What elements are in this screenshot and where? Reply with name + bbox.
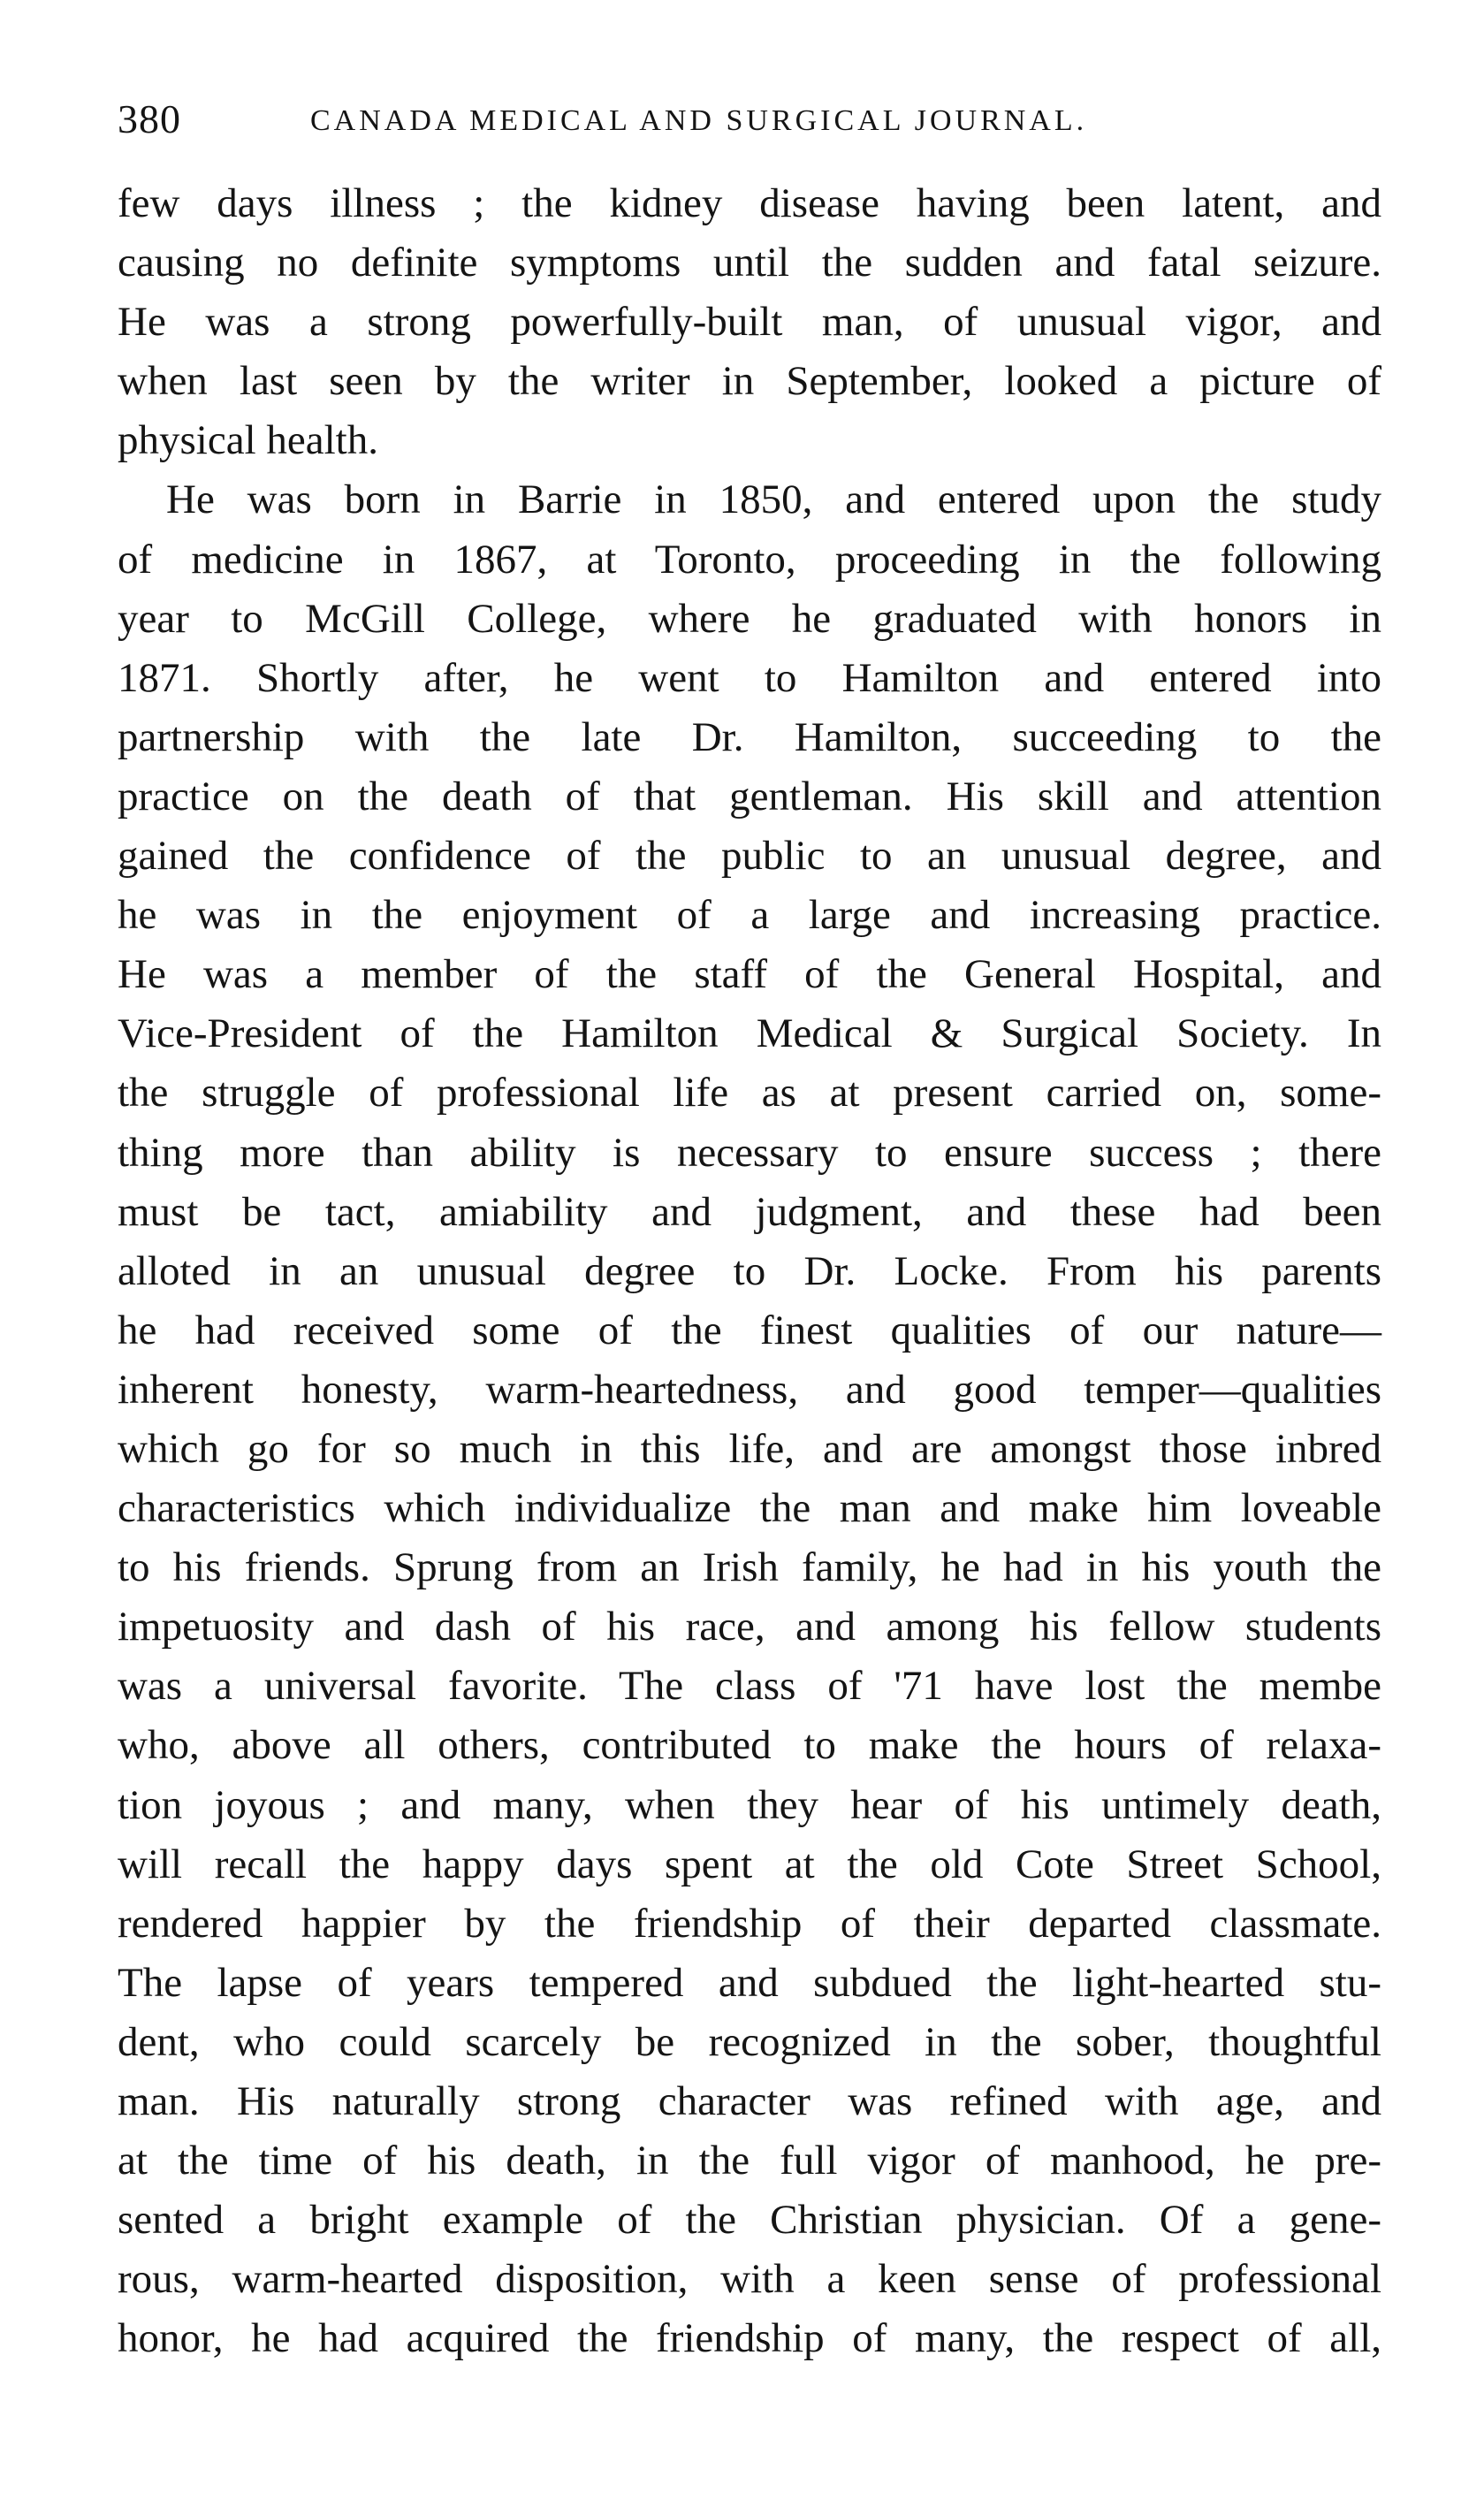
text-line: He was a member of the staff of the General Hospital, and [118, 951, 1381, 998]
text-line: physical health. [118, 417, 378, 464]
text-line: at the time of his death, in the full vigor of manhood, he pre- [118, 2138, 1381, 2184]
text-line: gained the confidence of the public to an unusual degree, and [118, 833, 1381, 880]
text-line: who, above all others, contributed to make the hours of relaxa- [118, 1722, 1381, 1769]
text-line: sented a bright example of the Christian physician. Of a gene- [118, 2197, 1381, 2244]
text-line: man. His naturally strong character was refined with age, and [118, 2078, 1381, 2124]
running-head [118, 88, 1381, 150]
text-line: tion joyous ; and many, when they hear of his untimely death, [118, 1781, 1381, 1828]
text-line: of medicine in 1867, at Toronto, proceeding in the following [118, 536, 1381, 583]
text-line: which go for so much in this life, and are amongst those inbred [118, 1425, 1381, 1472]
text-line: when last seen by the writer in September, looked a picture of [118, 358, 1381, 405]
text-line: 1871. Shortly after, he went to Hamilton and entered into [118, 654, 1381, 701]
text-line: causing no definite symptoms until the sudden and fatal seizure. [118, 240, 1381, 286]
text-line: inherent honesty, warm-heartedness, and good temper—qualities [118, 1366, 1381, 1413]
text-line: thing more than ability is necessary to ensure success ; there [118, 1129, 1381, 1176]
text-line: rendered happier by the friendship of their departed classmate. [118, 1900, 1381, 1947]
text-line: Vice-President of the Hamilton Medical & Surgical Society. In [118, 1010, 1381, 1057]
text-line: alloted in an unusual degree to Dr. Locke. From his parents [118, 1247, 1381, 1294]
text-line: practice on the death of that gentleman. His skill and attention [118, 773, 1381, 819]
text-line: rous, warm-hearted disposition, with a keen sense of professional [118, 2256, 1381, 2303]
text-line: The lapse of years tempered and subdued the light-hearted stu- [118, 1959, 1381, 2006]
text-line: partnership with the late Dr. Hamilton, succeeding to the [118, 713, 1381, 760]
text-line: must be tact, amiability and judgment, and these had been [118, 1188, 1381, 1235]
journal-title: CANADA MEDICAL AND SURGICAL JOURNAL. [310, 104, 1088, 137]
text-line: was a universal favorite. The class of '71 have lost the membe [118, 1663, 1381, 1710]
text-line: dent, who could scarcely be recognized in the sober, thoughtful [118, 2018, 1381, 2065]
text-line: the struggle of professional life as at present carried on, some- [118, 1070, 1381, 1117]
paragraph-start-line: He was born in Barrie in 1850, and entered upon the study [166, 476, 1381, 523]
text-line: he had received some of the finest qualities of our nature— [118, 1307, 1381, 1353]
article-body [118, 174, 1381, 2368]
text-line: year to McGill College, where he graduated with honors in [118, 595, 1381, 642]
text-line: few days illness ; the kidney disease having been latent, and [118, 180, 1381, 226]
text-line: honor, he had acquired the friendship of many, the respect of all, [118, 2315, 1381, 2362]
text-line: to his friends. Sprung from an Irish family, he had in his youth the [118, 1544, 1381, 1591]
text-line: will recall the happy days spent at the old Cote Street School, [118, 1841, 1381, 1887]
text-line: impetuosity and dash of his race, and among his fellow students [118, 1604, 1381, 1650]
page-number: 380 [118, 96, 181, 141]
text-line: he was in the enjoyment of a large and increasing practice. [118, 892, 1381, 939]
text-line: characteristics which individualize the man and make him loveable [118, 1485, 1381, 1532]
text-line: He was a strong powerfully-built man, of unusual vigor, and [118, 299, 1381, 346]
